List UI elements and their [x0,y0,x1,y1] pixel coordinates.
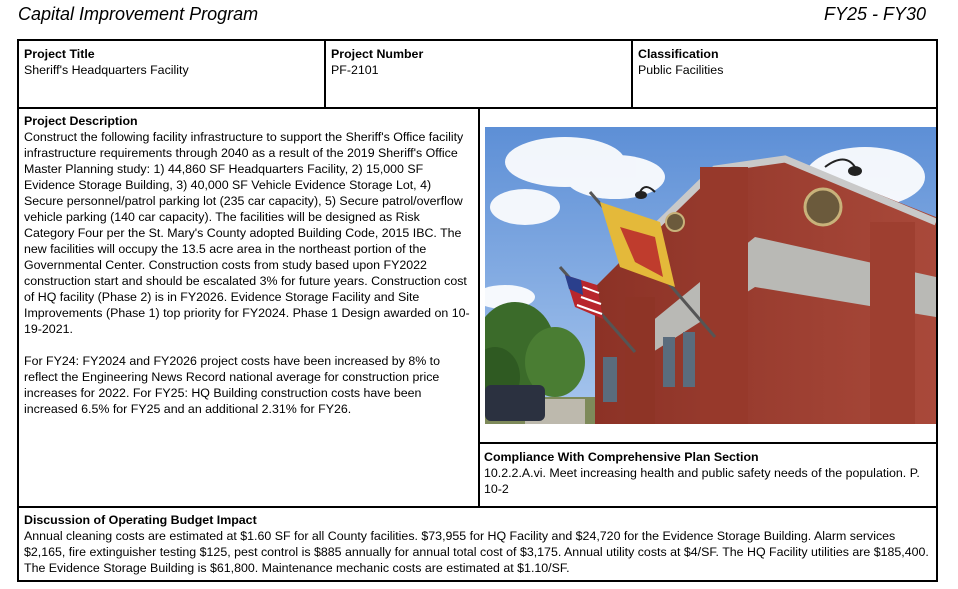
project-number-cell [331,46,631,78]
divider [478,107,480,506]
program-title: Capital Improvement Program [18,4,259,24]
divider [631,41,633,107]
operating-impact-label: Discussion of Operating Budget Impact [24,513,257,527]
sheriff-badge-emblem [805,189,841,225]
brick-pillar [625,297,655,424]
project-title-cell [24,46,324,78]
project-description-label: Project Description [24,114,138,128]
classification-cell [638,46,933,78]
project-description-paragraph: For FY24: FY2024 and FY2026 project costs have been increased by 8% to reflect the Engineering News Record national average for construction price increases for 2022. For FY25: HQ Building construction costs have been increased 6.5% for FY25 and an additional 2.31% for FY26. [24,354,441,416]
project-title-label: Project Title [24,47,95,61]
divider [19,506,936,508]
classification-label: Classification [638,47,719,61]
fiscal-range: FY25 - FY30 [823,4,926,24]
operating-impact-cell [24,512,934,576]
divider [324,41,326,107]
building-photo [485,127,936,424]
brick-pillar [700,167,748,424]
compliance-cell [484,449,932,497]
compliance-label: Compliance With Comprehensive Plan Section [484,450,759,464]
project-sheet [17,39,938,582]
project-description-paragraph: Construct the following facility infrastructure to support the Sheriff's Office facility infrastructure requirements through 2040 as a result of the 2019 Sheriff's Office Master Planning study: 1) 44,860 SF Headquarters Facility, 2) 15,000 SF Evidence Storage Building, 3) 40,000 SF Vehicle Evidence Storage Lot, 4) Secure personnel/patrol parking lot (235 car capacity), 5) Secure patrol/overflow vehicle parking (140 car capacity). The facilities will be designed as Risk Category Four per the St. Mary's County adopted Building Code, 2015 IBC. The new facilities will occupy the 13.5 acre area in the northeast portion of the Governmental Center. Construction costs from study based upon FY2022 construction start and should be escalated 3% for future years. Construction cost of HQ facility (Phase 2) is in FY2026. Evidence Storage Facility and Site Improvements (Phase 1) top priority for FY2024. Phase 1 Design awarded on 10-19-2021. [24,130,470,336]
classification-value: Public Facilities [638,63,724,77]
project-description-cell [24,113,472,417]
project-title-value: Sheriff's Headquarters Facility [24,63,189,77]
operating-impact-text: Annual cleaning costs are estimated at $1.60 SF for all County facilities. $73,955 for HQ Facility and $24,720 for the Evidence Storage Building. Alarm services $2,165, fire extinguisher testing $125, pest control is $885 annually for annual total cost of $3,175. Annual utility costs at $4/SF. The HQ Facility utilities are $185,400. The Evidence Storage Building is $61,800. Maintenance mechanic costs are estimated at $1.10/SF. [24,529,929,575]
project-number-label: Project Number [331,47,424,61]
sheriff-badge-emblem [666,213,684,231]
divider [478,442,936,444]
project-number-value: PF-2101 [331,63,379,77]
parked-car [485,385,545,421]
compliance-text: 10.2.2.A.vi. Meet increasing health and public safety needs of the population. P. 10-2 [484,466,920,496]
brick-pillar [870,222,915,424]
